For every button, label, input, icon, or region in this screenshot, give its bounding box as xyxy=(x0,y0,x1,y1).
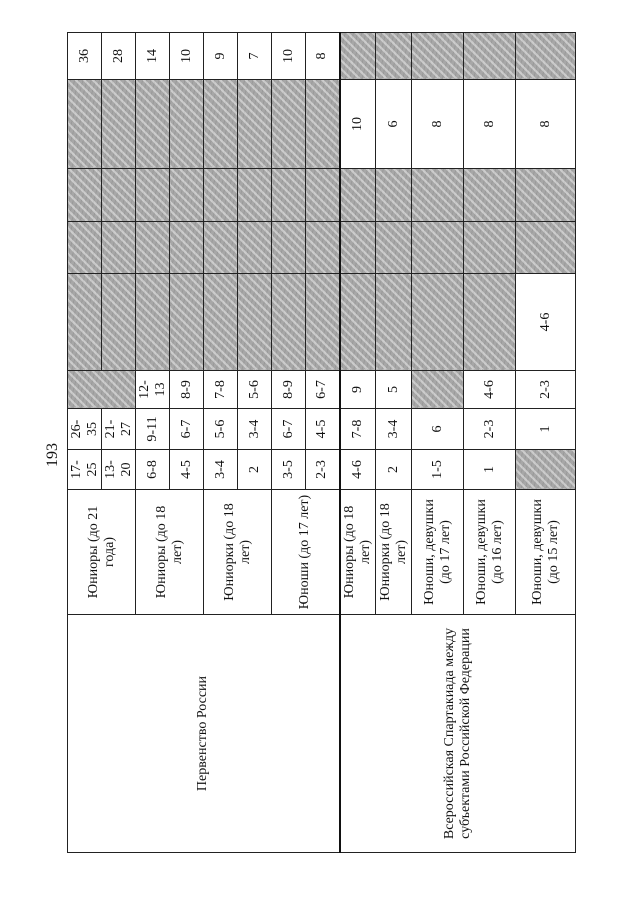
shaded-cell xyxy=(306,80,340,169)
table-cell: 8-9 xyxy=(272,371,306,409)
shaded-cell xyxy=(306,274,340,371)
table-cell: 4-6 xyxy=(516,274,576,371)
shaded-cell xyxy=(376,222,412,274)
shaded-cell xyxy=(272,274,306,371)
age-group-label: Юноши, девушки (до 17 лет) xyxy=(412,490,464,615)
shaded-cell xyxy=(376,274,412,371)
shaded-cell xyxy=(68,274,102,371)
table-cell: 1 xyxy=(464,450,516,490)
table-cell: 14 xyxy=(136,33,170,80)
shaded-cell xyxy=(136,80,170,169)
table-cell: 8 xyxy=(516,80,576,169)
shaded-cell xyxy=(136,169,170,222)
table-cell: 2 xyxy=(376,450,412,490)
table-cell: 10 xyxy=(272,33,306,80)
table-cell: 36 xyxy=(68,33,102,80)
shaded-cell xyxy=(170,80,204,169)
shaded-cell xyxy=(464,169,516,222)
shaded-cell xyxy=(516,222,576,274)
shaded-cell xyxy=(516,33,576,80)
table-cell: 3-4 xyxy=(376,409,412,450)
table-cell: 5-6 xyxy=(238,371,272,409)
table-cell: 4-5 xyxy=(170,450,204,490)
shaded-cell xyxy=(464,222,516,274)
table-cell: 4-6 xyxy=(340,450,376,490)
table-cell: 6-7 xyxy=(272,409,306,450)
age-group-label: Юниоры (до 18 лет) xyxy=(136,490,204,615)
competition-name: Первенство России xyxy=(68,615,340,853)
shaded-cell xyxy=(102,80,136,169)
shaded-cell xyxy=(340,169,376,222)
shaded-cell xyxy=(170,222,204,274)
table-cell: 4-5 xyxy=(306,409,340,450)
competition-age-table xyxy=(67,32,576,853)
table-cell: 8 xyxy=(306,33,340,80)
shaded-cell xyxy=(412,371,464,409)
shaded-cell xyxy=(412,274,464,371)
table-cell: 28 xyxy=(102,33,136,80)
shaded-cell xyxy=(238,274,272,371)
table-cell: 17-25 xyxy=(68,450,102,490)
table-cell: 12-13 xyxy=(136,371,170,409)
table-cell: 3-5 xyxy=(272,450,306,490)
table-cell: 9 xyxy=(340,371,376,409)
shaded-cell xyxy=(412,222,464,274)
shaded-cell xyxy=(238,169,272,222)
table-cell: 8 xyxy=(412,80,464,169)
shaded-cell xyxy=(306,169,340,222)
shaded-cell xyxy=(204,169,238,222)
shaded-cell xyxy=(204,274,238,371)
table-cell: 7-8 xyxy=(340,409,376,450)
table-cell: 26-35 xyxy=(68,409,102,450)
shaded-cell xyxy=(412,169,464,222)
table-row xyxy=(68,33,102,853)
shaded-cell xyxy=(340,33,376,80)
shaded-cell xyxy=(68,371,136,409)
shaded-cell xyxy=(340,274,376,371)
page-number: 193 xyxy=(43,443,61,467)
shaded-cell xyxy=(376,33,412,80)
table-cell: 2-3 xyxy=(306,450,340,490)
shaded-cell xyxy=(272,80,306,169)
shaded-cell xyxy=(272,169,306,222)
table-cell: 6-8 xyxy=(136,450,170,490)
age-group-label: Юноши, девушки (до 16 лет) xyxy=(464,490,516,615)
shaded-cell xyxy=(68,80,102,169)
table-cell: 2-3 xyxy=(516,371,576,409)
table-cell: 1-5 xyxy=(412,450,464,490)
table-cell: 6 xyxy=(412,409,464,450)
shaded-cell xyxy=(170,274,204,371)
shaded-cell xyxy=(376,169,412,222)
age-group-label: Юниоры (до 21 года) xyxy=(68,490,136,615)
shaded-cell xyxy=(136,274,170,371)
age-group-label: Юниорки (до 18 лет) xyxy=(204,490,272,615)
table-cell: 3-4 xyxy=(204,450,238,490)
table-cell: 21-27 xyxy=(102,409,136,450)
table-cell: 5-6 xyxy=(204,409,238,450)
table-cell: 6 xyxy=(376,80,412,169)
table-cell: 6-7 xyxy=(170,409,204,450)
shaded-cell xyxy=(464,274,516,371)
shaded-cell xyxy=(238,222,272,274)
table-cell: 3-4 xyxy=(238,409,272,450)
shaded-cell xyxy=(102,169,136,222)
table-cell: 1 xyxy=(516,409,576,450)
table-cell: 7-8 xyxy=(204,371,238,409)
shaded-cell xyxy=(340,222,376,274)
shaded-cell xyxy=(136,222,170,274)
rotated-table-container xyxy=(67,33,561,853)
shaded-cell xyxy=(170,169,204,222)
shaded-cell xyxy=(516,169,576,222)
table-cell: 10 xyxy=(170,33,204,80)
table-cell: 2-3 xyxy=(464,409,516,450)
age-group-label: Юноши (до 17 лет) xyxy=(272,490,340,615)
table-cell: 6-7 xyxy=(306,371,340,409)
shaded-cell xyxy=(464,33,516,80)
table-cell: 5 xyxy=(376,371,412,409)
shaded-cell xyxy=(204,80,238,169)
shaded-cell xyxy=(102,274,136,371)
table-cell: 10 xyxy=(340,80,376,169)
table-cell: 9 xyxy=(204,33,238,80)
table-cell: 8-9 xyxy=(170,371,204,409)
shaded-cell xyxy=(272,222,306,274)
table-cell: 9-11 xyxy=(136,409,170,450)
shaded-cell xyxy=(102,222,136,274)
shaded-cell xyxy=(68,222,102,274)
shaded-cell xyxy=(412,33,464,80)
shaded-cell xyxy=(204,222,238,274)
table-cell: 7 xyxy=(238,33,272,80)
age-group-label: Юноши, девушки (до 15 лет) xyxy=(516,490,576,615)
table-cell: 8 xyxy=(464,80,516,169)
shaded-cell xyxy=(68,169,102,222)
table-cell: 2 xyxy=(238,450,272,490)
table-row xyxy=(340,33,376,853)
shaded-cell xyxy=(516,450,576,490)
shaded-cell xyxy=(238,80,272,169)
age-group-label: Юниорки (до 18 лет) xyxy=(376,490,412,615)
age-group-label: Юниоры (до 18 лет) xyxy=(340,490,376,615)
shaded-cell xyxy=(306,222,340,274)
table-cell: 4-6 xyxy=(464,371,516,409)
table-cell: 13-20 xyxy=(102,450,136,490)
competition-name: Всероссийская Спартакиада между субъектами Российской Федерации xyxy=(340,615,576,853)
